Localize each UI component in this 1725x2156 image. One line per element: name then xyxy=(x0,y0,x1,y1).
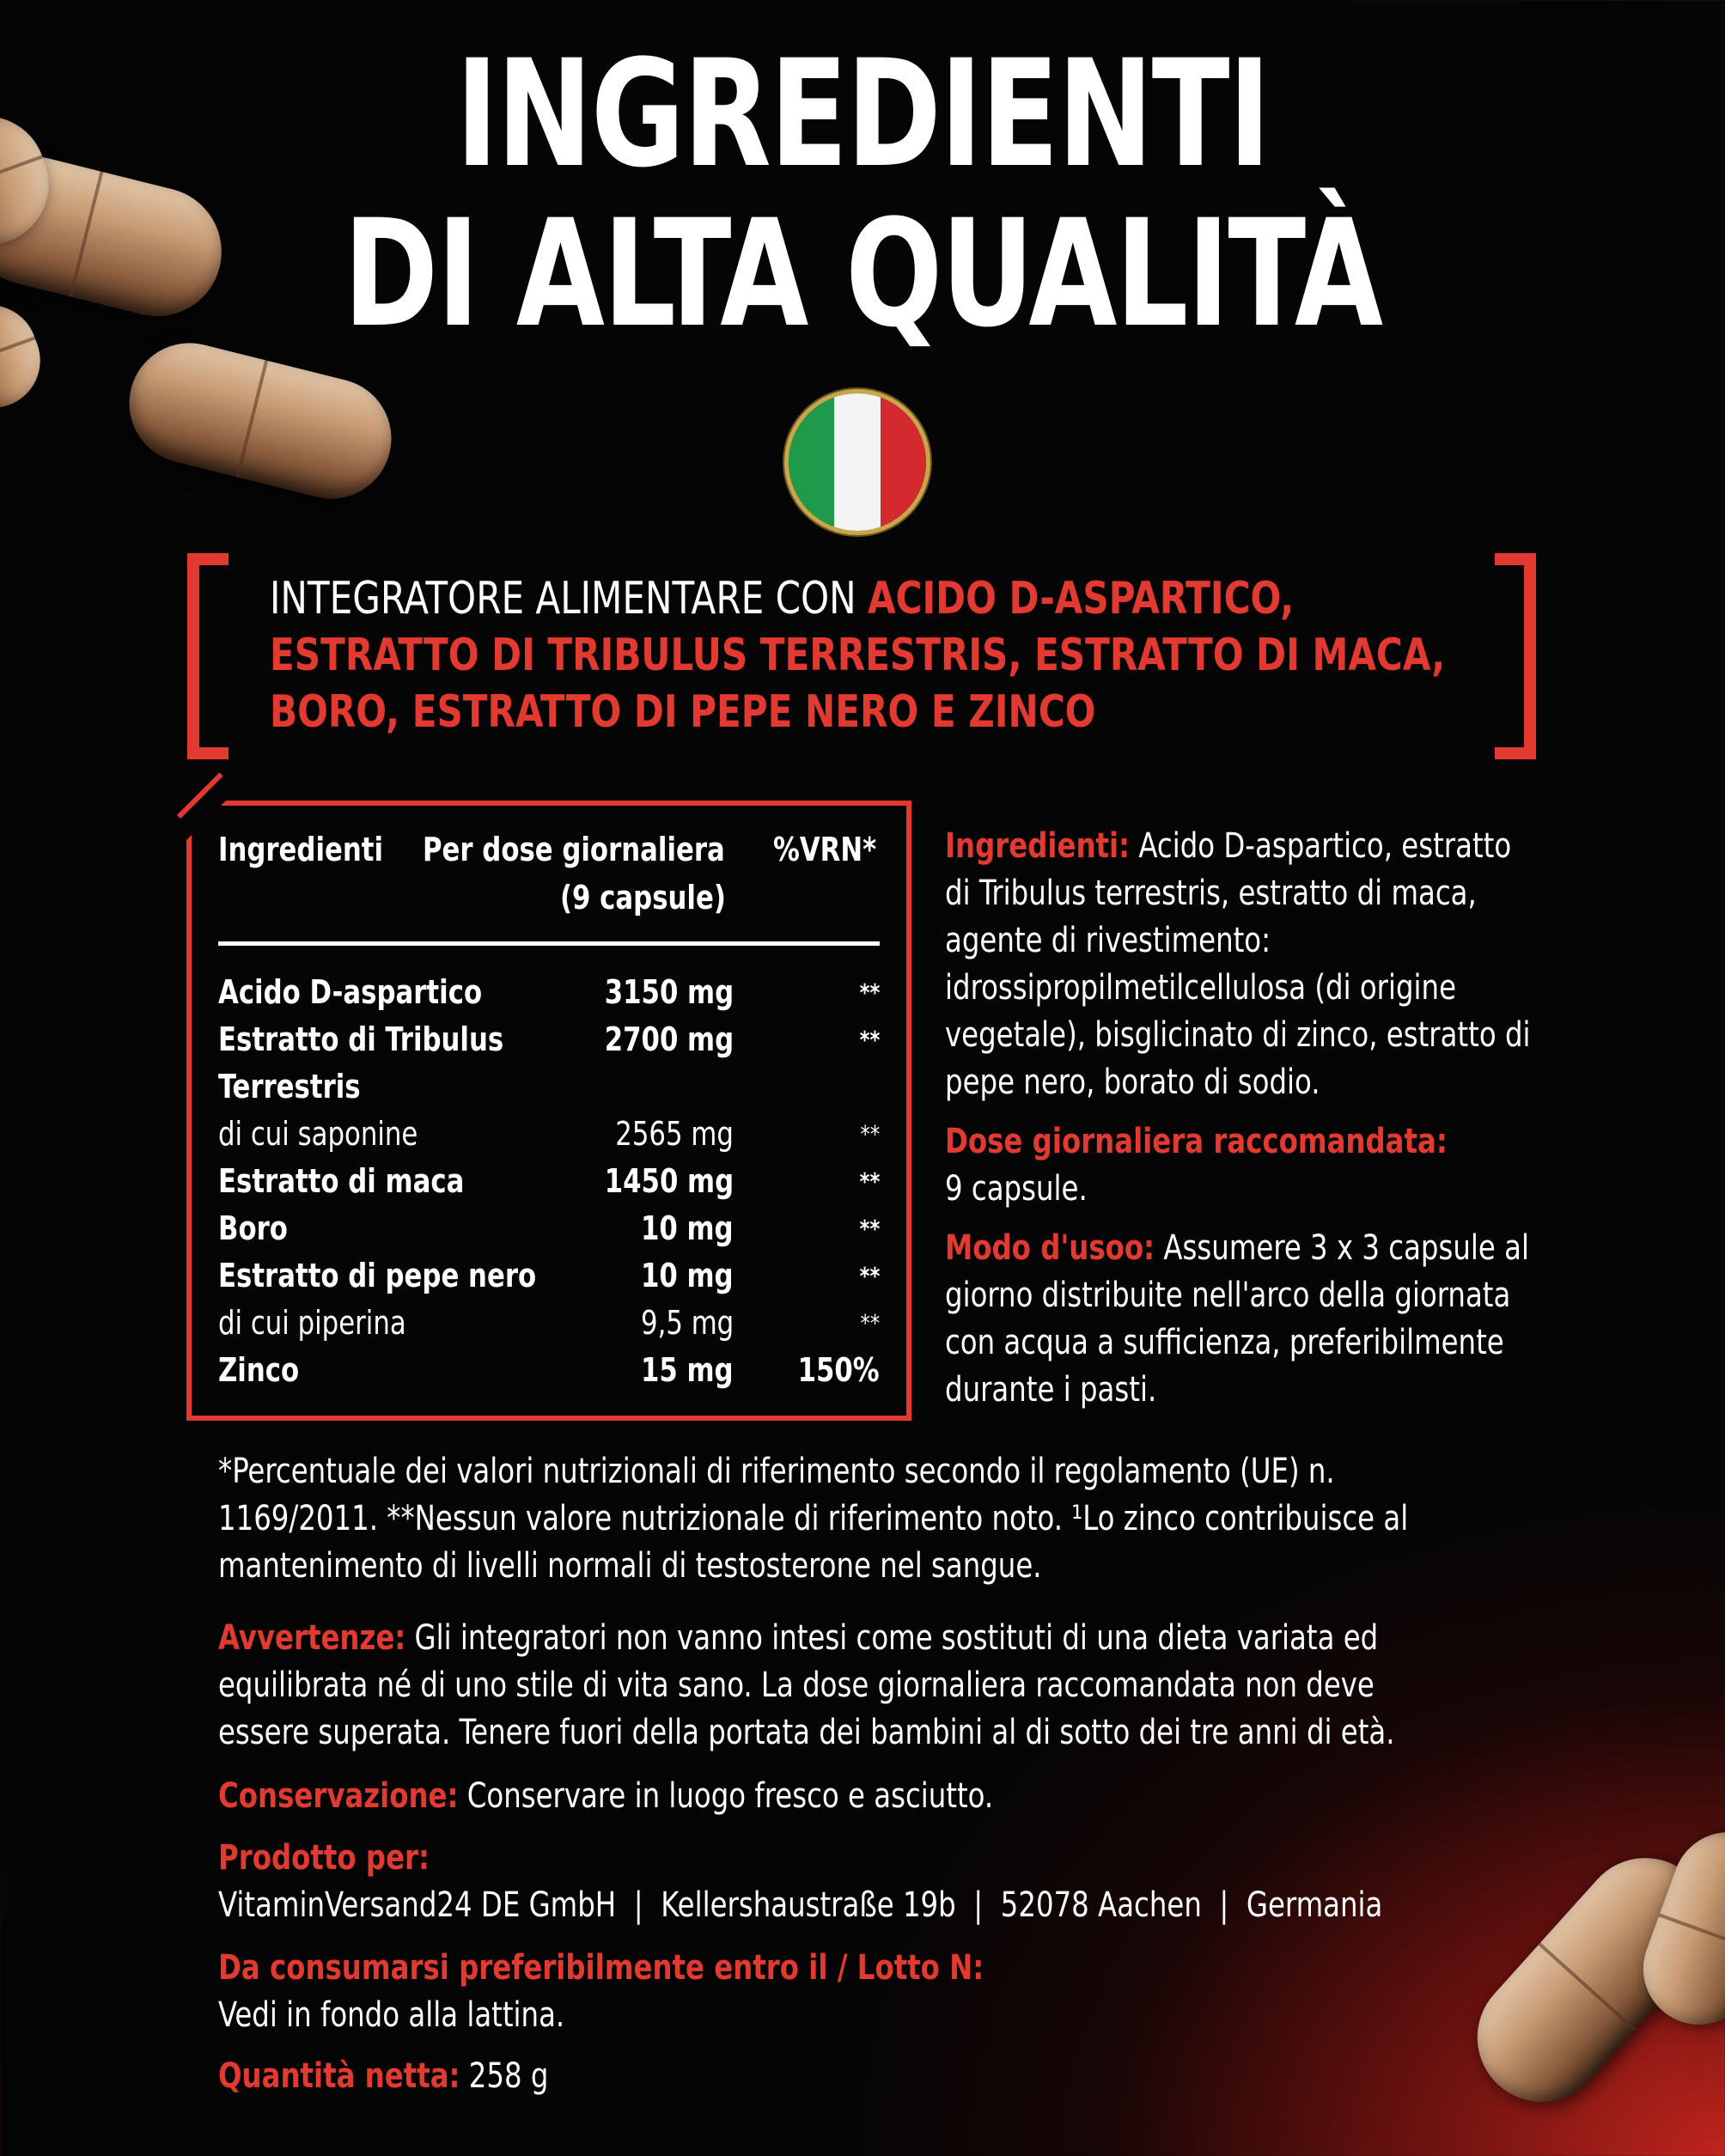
ingredient-vrn: ** xyxy=(860,1120,880,1148)
table-row xyxy=(218,1252,880,1300)
product-subtitle xyxy=(270,570,1446,740)
ingredient-vrn: ** xyxy=(860,1309,880,1337)
ingredient-name: Estratto di Tribulus xyxy=(218,1020,504,1058)
net-quantity-label: Quantità netta: xyxy=(218,2056,460,2096)
ingredient-amount: 1450 mg xyxy=(604,1162,734,1200)
header-dose: Per dose giornaliera xyxy=(423,831,725,868)
table-row xyxy=(218,969,880,1016)
ingredient-amount: 2700 mg xyxy=(604,1020,734,1058)
ingredient-name: Estratto di pepe nero xyxy=(218,1257,537,1294)
header-ingredients: Ingredienti xyxy=(218,831,384,868)
title-line-2: DI ALTA QUALITÀ xyxy=(343,187,1382,360)
ingredient-amount: 2565 mg xyxy=(615,1115,734,1153)
table-row xyxy=(218,1158,880,1205)
ingredient-amount: 10 mg xyxy=(641,1209,734,1247)
storage-text: Conservare in luogo fresco e asciutto. xyxy=(466,1776,994,1816)
ingredient-vrn: ** xyxy=(859,1215,880,1243)
net-quantity xyxy=(218,2053,1424,2100)
ingredient-amount: 3150 mg xyxy=(604,973,734,1011)
table-row xyxy=(218,1111,880,1158)
usage-paragraph xyxy=(945,1225,1533,1414)
ingredient-name: di cui piperina xyxy=(218,1304,406,1342)
table-row xyxy=(218,1347,880,1394)
capsule-image xyxy=(0,292,53,421)
dose-paragraph xyxy=(945,1118,1533,1213)
italy-flag-icon xyxy=(789,393,926,531)
ingredient-name: Terrestris xyxy=(218,1068,361,1105)
subtitle-line-1: ACIDO D-ASPARTICO, xyxy=(867,573,1295,624)
table-row xyxy=(218,1063,880,1111)
warnings xyxy=(218,1615,1424,1757)
net-quantity-text: 258 g xyxy=(468,2056,549,2096)
ingredients-paragraph xyxy=(945,823,1533,1106)
ingredient-vrn: ** xyxy=(859,1167,880,1196)
ingredient-amount: 9,5 mg xyxy=(640,1304,734,1342)
ingredient-vrn: 150% xyxy=(797,1351,880,1389)
warnings-text: Gli integratori non vanno intesi come sostituti di una dieta variata ed equilibrata né di uno stile di vita sano. La dose giornaliera raccomandata non deve essere superata. Tenere fuori della portata dei bambini al di sotto dei tre anni di età. xyxy=(218,1618,1395,1752)
footnote xyxy=(218,1448,1424,1590)
ingredient-name: Zinco xyxy=(218,1351,300,1389)
subtitle-line-3: BORO, ESTRATTO DI PEPE NERO E ZINCO xyxy=(270,686,1096,738)
ingredient-name: Estratto di maca xyxy=(218,1162,465,1200)
manufacturer xyxy=(218,1835,1424,1929)
flag-red-stripe xyxy=(881,393,926,531)
best-before-label: Da consumarsi preferibilmente entro il / Lotto N: xyxy=(218,1948,984,1988)
manufacturer-label: Prodotto per: xyxy=(218,1838,430,1878)
usage-text: Assumere 3 x 3 capsule al giorno distribuite nell'arco della giornata con acqua a sufficienza, preferibilmente durante i pasti. xyxy=(945,1228,1529,1410)
best-before-text: Vedi in fondo alla lattina. xyxy=(218,1995,565,2035)
ingredient-vrn: ** xyxy=(859,1026,880,1054)
ingredients-label: Ingredienti: xyxy=(945,826,1131,866)
ingredients-text: Acido D-aspartico, estratto di Tribulus terrestris, estratto di maca, agente di rivestimento: idrossipropilmetilcellulosa (di origine vegetale), bisglicinato di zinco, estratto di pepe nero, borato di sodio. xyxy=(945,826,1531,1102)
table-divider xyxy=(218,941,880,946)
ingredient-amount: 15 mg xyxy=(641,1351,734,1389)
ingredients-details xyxy=(945,823,1533,1426)
ingredient-amount: 10 mg xyxy=(641,1257,734,1294)
table-row xyxy=(218,1205,880,1252)
right-bracket xyxy=(1495,553,1536,759)
title-line-1: INGREDIENTI xyxy=(455,27,1270,200)
header-vrn: %VRN* xyxy=(773,831,877,868)
left-bracket xyxy=(187,553,229,759)
storage xyxy=(218,1773,1424,1820)
dose-text: 9 capsule. xyxy=(945,1169,1088,1209)
subtitle-line-2: ESTRATTO DI TRIBULUS TERRESTRIS, ESTRATTO DI MACA, xyxy=(270,630,1446,681)
storage-label: Conservazione: xyxy=(218,1776,459,1816)
ingredient-vrn: ** xyxy=(859,1262,880,1290)
ingredient-name: Boro xyxy=(218,1209,288,1247)
best-before xyxy=(218,1945,1424,2039)
table-row xyxy=(218,1300,880,1347)
dose-label: Dose giornaliera raccomandata: xyxy=(945,1122,1448,1161)
table-row xyxy=(218,1016,880,1063)
footnote-text: *Percentuale dei valori nutrizionali di riferimento secondo il regolamento (UE) n. 1169/2011. **Nessun valore nutrizionale di riferimento noto. ¹Lo zinco contribuisce al mantenimento di livelli normali di testosterone nel sangue. xyxy=(218,1452,1409,1586)
warnings-label: Avvertenze: xyxy=(218,1618,406,1658)
ingredient-name: di cui saponine xyxy=(218,1115,418,1153)
flag-green-stripe xyxy=(789,393,834,531)
subtitle-intro: INTEGRATORE ALIMENTARE CON xyxy=(270,573,868,624)
ingredient-name: Acido D-aspartico xyxy=(218,973,483,1011)
manufacturer-text: VitaminVersand24 DE GmbH | Kellershaustraße 19b | 52078 Aachen | Germania xyxy=(218,1885,1383,1925)
flag-white-stripe xyxy=(834,393,880,531)
page-title xyxy=(121,27,1605,360)
ingredient-vrn: ** xyxy=(859,978,880,1007)
usage-label: Modo d'usoo: xyxy=(945,1228,1155,1268)
header-dose-capsules: (9 capsule) xyxy=(560,879,726,917)
